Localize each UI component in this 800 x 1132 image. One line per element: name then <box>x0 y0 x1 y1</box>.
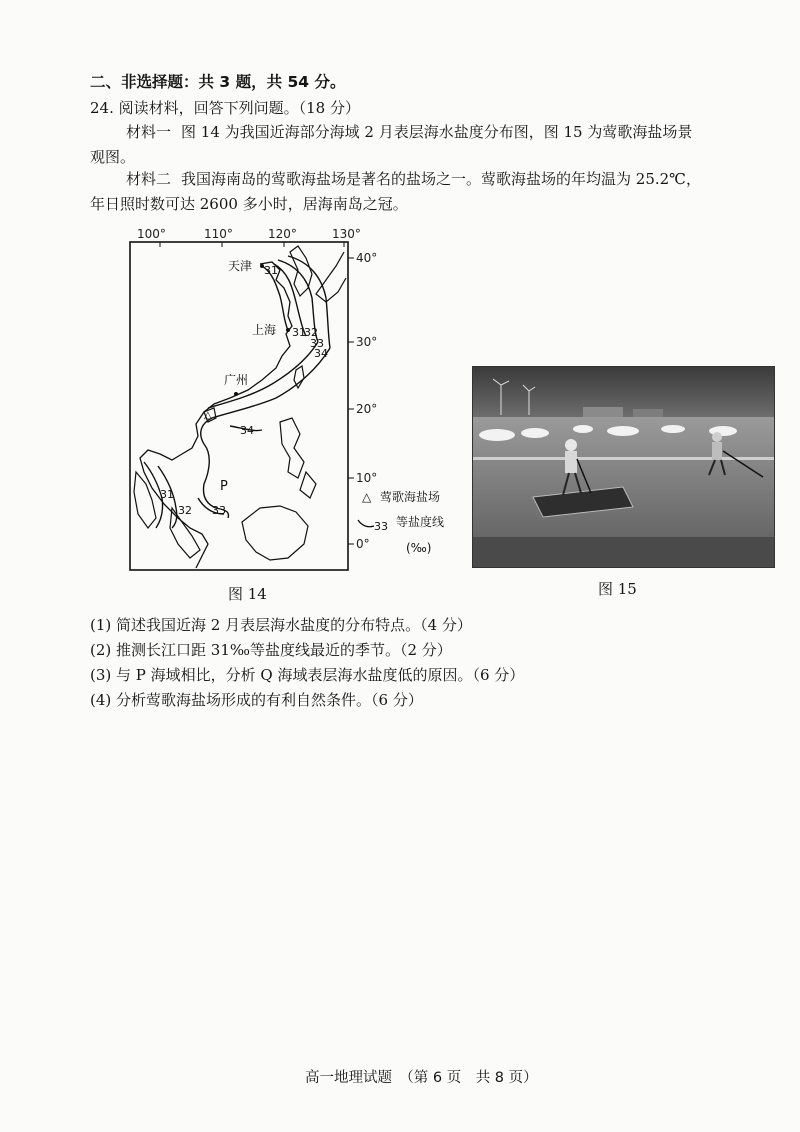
lat-label-30: 30° <box>356 335 378 349</box>
material1-text1: 图 14 为我国近海部分海域 2 月表层海水盐度分布图，图 15 为莺歌海盐场景 <box>181 123 693 141</box>
legend-salt-field-icon: △ <box>362 490 372 504</box>
question-heading: 24. 阅读材料，回答下列问题。（18 分） <box>90 99 360 117</box>
isohaline-label: 34 <box>240 424 254 437</box>
material1-line1 <box>126 121 692 142</box>
figure15-caption: 图 15 <box>598 580 637 598</box>
lat-label-20: 20° <box>356 402 378 416</box>
legend-unit: (‰) <box>406 541 432 555</box>
salt-field-photo <box>472 366 775 568</box>
legend-isohaline-value: 33 <box>374 520 388 533</box>
section-title: 二、非选择题：共 3 题，共 54 分。 <box>90 73 346 91</box>
city-dot-shanghai <box>286 328 290 332</box>
map-frame <box>130 242 348 570</box>
isohaline-label: 33 <box>212 504 226 517</box>
isohaline-label: 31 <box>160 488 174 501</box>
isohaline-label: 32 <box>304 326 318 339</box>
material1-line2: 观图。 <box>90 148 136 166</box>
material1-label: 材料一 <box>126 123 172 141</box>
figure14-caption: 图 14 <box>228 585 267 603</box>
isohaline-label: 34 <box>314 347 328 360</box>
legend-isohaline-label: 等盐度线 <box>396 515 445 529</box>
point-p-label: P <box>220 479 228 494</box>
isohaline-label: 31 <box>264 264 278 277</box>
material2-line2: 年日照时数可达 2600 多小时，居海南岛之冠。 <box>90 195 408 213</box>
coastline-taiwan <box>294 366 304 388</box>
lon-label-100: 100° <box>137 227 166 241</box>
lat-label-0: 0° <box>356 537 370 551</box>
isohaline-label: 31 <box>292 326 306 339</box>
city-label-shanghai: 上海 <box>252 323 277 337</box>
sub-question-4: (4) 分析莺歌海盐场形成的有利自然条件。（6 分） <box>90 691 423 709</box>
lat-label-40: 40° <box>356 251 378 265</box>
isohaline-label: 33 <box>310 337 324 350</box>
city-dot-guangzhou <box>234 392 238 396</box>
lat-label-10: 10° <box>356 471 378 485</box>
salt-field-marker: △ <box>204 410 212 421</box>
material2-line1 <box>126 168 701 189</box>
material2-text1: 我国海南岛的莺歌海盐场是著名的盐场之一。莺歌海盐场的年均温为 25.2℃， <box>181 170 701 188</box>
legend-salt-field-label: 莺歌海盐场 <box>380 490 441 504</box>
isohaline-label: 32 <box>178 504 192 517</box>
lon-label-110: 110° <box>204 227 233 241</box>
coastline-japan <box>316 252 346 302</box>
coastline-philippines <box>280 418 316 498</box>
city-label-tianjin: 天津 <box>228 259 253 273</box>
legend-isohaline-line <box>358 520 374 527</box>
city-label-guangzhou: 广州 <box>224 373 249 387</box>
lon-label-120: 120° <box>268 227 297 241</box>
coastline-borneo <box>242 506 308 560</box>
material2-label: 材料二 <box>126 170 172 188</box>
page-footer: 高一地理试题 （第 6 页 共 8 页） <box>305 1070 538 1086</box>
sub-question-2: (2) 推测长江口距 31‰等盐度线最近的季节。（2 分） <box>90 641 452 659</box>
city-dot-tianjin <box>260 264 264 268</box>
sub-question-3: (3) 与 P 海域相比，分析 Q 海域表层海水盐度低的原因。（6 分） <box>90 666 525 684</box>
lon-label-130: 130° <box>332 227 361 241</box>
salinity-map <box>112 222 458 576</box>
sub-question-1: (1) 简述我国近海 2 月表层海水盐度的分布特点。（4 分） <box>90 616 472 634</box>
coastline-indochina <box>134 472 156 528</box>
